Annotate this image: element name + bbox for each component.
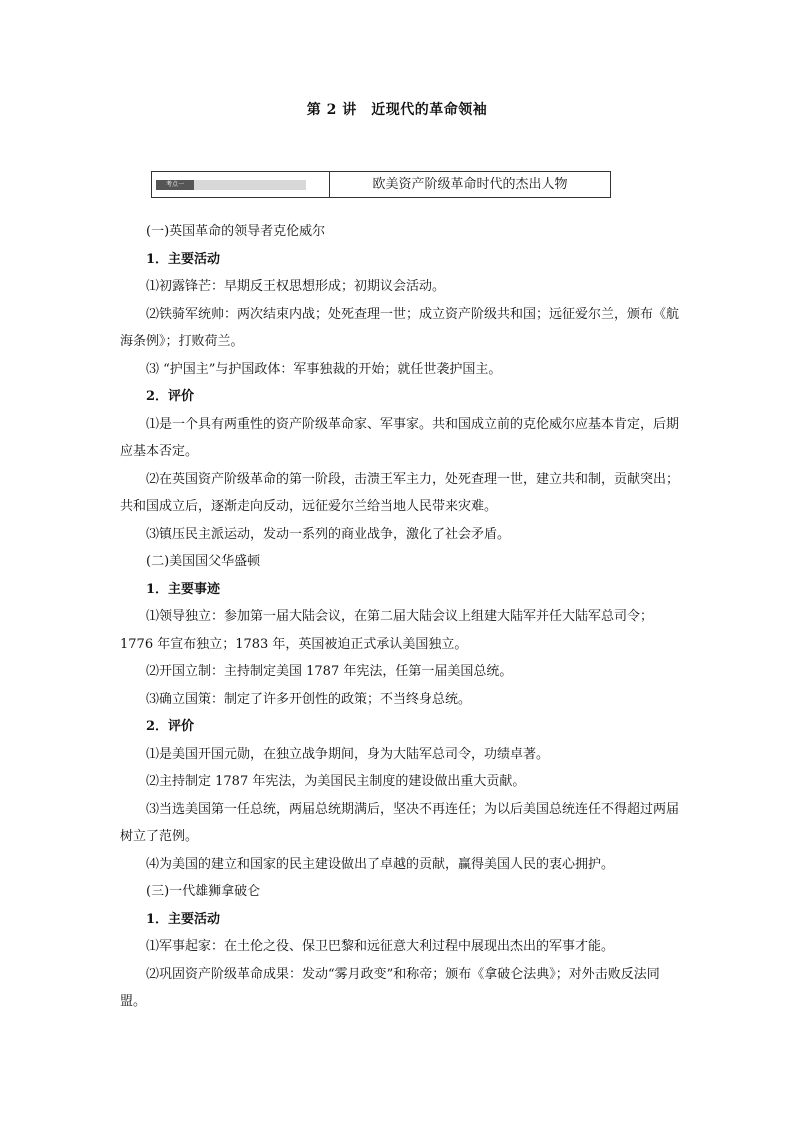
paragraph: ⑷为美国的建立和国家的民主建设做出了卓越的贡献，赢得美国人民的衷心拥护。 [146, 856, 615, 872]
subheading: 1．主要活动 [146, 911, 221, 927]
subheading: 1．主要活动 [146, 251, 221, 267]
paragraph: ⑵在英国资产阶级革命的第一阶段，击溃王军主力，处死查理一世，建立共和制，贡献突出；共和国成立后，逐渐走向反动，远征爱尔兰给当地人民带来灾难。 [120, 471, 680, 514]
paragraph: ⑶镇压民主派运动，发动一系列的商业战争，激化了社会矛盾。 [146, 526, 511, 542]
paragraph: ⑵巩固资产阶级革命成果：发动“雾月政变”和称帝；颁布《拿破仑法典》；对外击败反法同盟。 [120, 966, 660, 1009]
paragraph: ⑴初露锋芒：早期反王权思想形成；初期议会活动。 [146, 279, 446, 294]
paragraph: (三)一代雄狮拿破仑 [146, 884, 261, 899]
paragraph: ⑴军事起家：在土伦之役、保卫巴黎和远征意大利过程中展现出杰出的军事才能。 [146, 939, 615, 954]
paragraph: ⑶确立国策：制定了许多开创性的政策；不当终身总统。 [146, 691, 472, 707]
paragraph: ⑶当选美国第一任总统，两届总统期满后，坚决不再连任；为以后美国总统连任不得超过两届树立了范例。 [120, 801, 680, 844]
paragraph: ⑵铁骑军统帅：两次结束内战；处死查理一世；成立资产阶级共和国；远征爱尔兰，颁布《航海条例》；打败荷兰。 [120, 306, 680, 349]
section-title: 欧美资产阶级革命时代的杰出人物 [372, 177, 568, 192]
document-body [120, 218, 680, 1016]
subheading: 1．主要事迹 [146, 581, 221, 597]
paragraph: ⑴领导独立：参加第一届大陆会议，在第二届大陆会议上组建大陆军并任大陆军总司令；1776 年宣布独立；1783 年，英国被迫正式承认美国独立。 [120, 609, 654, 652]
paragraph: (一)英国革命的领导者克伦威尔 [146, 224, 326, 239]
paragraph: ⑵主持制定 1787 年宪法，为美国民主制度的建设做出重大贡献。 [146, 774, 526, 789]
section-tag-cell [152, 172, 330, 197]
page-title: 第 2 讲 近现代的革命领袖 [306, 102, 488, 118]
paragraph: (二)美国国父华盛顿 [146, 554, 261, 569]
section-header-box [151, 171, 611, 198]
subheading: 2．评价 [146, 389, 195, 404]
paragraph: ⑴是一个具有两重性的资产阶级革命家、军事家。共和国成立前的克伦威尔应基本肯定，后期应基本否定。 [120, 416, 680, 459]
paragraph: ⑶ “护国主”与护国政体：军事独裁的开始；就任世袭护国主。 [146, 361, 502, 377]
section-tag-label: 考点一 [156, 180, 194, 190]
paragraph: ⑴是美国开国元勋，在独立战争期间，身为大陆军总司令，功绩卓著。 [146, 746, 550, 762]
subheading: 2．评价 [146, 719, 195, 734]
paragraph: ⑵开国立制：主持制定美国 1787 年宪法，任第一届美国总统。 [146, 664, 513, 679]
section-tag-bar [156, 180, 306, 190]
